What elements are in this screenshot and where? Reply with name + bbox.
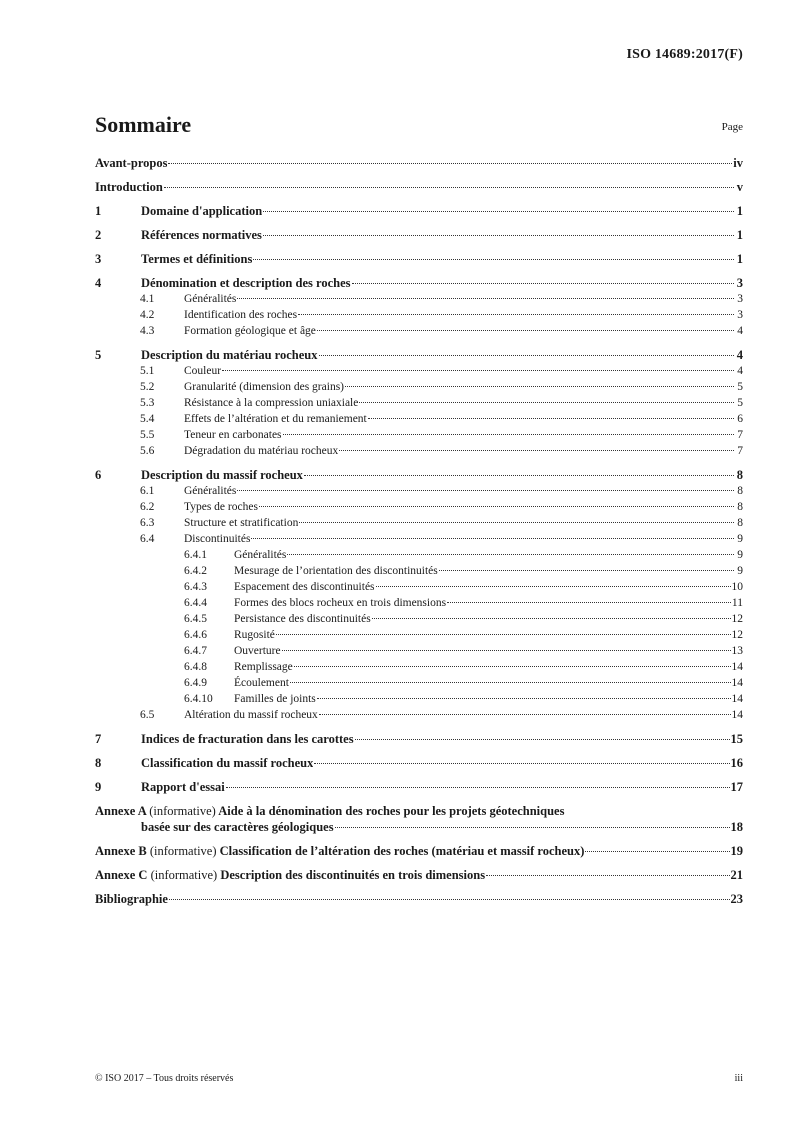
toc-entry-5-5[interactable] xyxy=(95,427,743,443)
toc-entry-number: 5.6 xyxy=(140,445,155,457)
toc-entry-6-4-9[interactable] xyxy=(95,675,743,691)
toc-entry-page: 19 xyxy=(730,844,743,858)
dot-leader xyxy=(237,489,734,491)
annex-kind: (informative) xyxy=(149,804,216,818)
toc-entry-page: 23 xyxy=(730,892,743,906)
toc-entry-6-2[interactable] xyxy=(95,499,743,515)
toc-entry-4-2[interactable] xyxy=(95,307,743,323)
dot-leader xyxy=(345,385,734,387)
toc-entry-page: 3 xyxy=(737,309,743,321)
dot-leader xyxy=(168,162,732,164)
toc-entry-page: 5 xyxy=(737,397,743,409)
toc-entry-6[interactable] xyxy=(95,467,743,483)
toc-entry-page: 1 xyxy=(736,228,743,242)
toc-entry-page: 8 xyxy=(736,468,743,482)
toc-entry-page: 18 xyxy=(730,820,743,834)
toc-entry-9[interactable] xyxy=(95,779,743,795)
dot-leader xyxy=(319,713,731,715)
toc-entry-title: Rapport d'essai xyxy=(141,780,225,794)
toc-entry-number: 6.1 xyxy=(140,485,155,497)
toc-entry-page: 9 xyxy=(737,533,743,545)
toc-entry-page: 21 xyxy=(730,868,743,882)
toc-entry-page: 1 xyxy=(736,252,743,266)
dot-leader xyxy=(283,433,734,435)
dot-leader xyxy=(314,762,729,764)
toc-entry-2[interactable] xyxy=(95,227,743,243)
annex-title-line1: Aide à la dénomination des roches pour les projets géotechniques xyxy=(218,804,565,818)
toc-entry-number: 1 xyxy=(95,204,102,218)
toc-entry-6-4-8[interactable] xyxy=(95,659,743,675)
toc-entry-page: 14 xyxy=(731,709,743,721)
toc-entry-page: 17 xyxy=(730,780,743,794)
dot-leader xyxy=(251,537,734,539)
toc-entry-title: Altération du massif rocheux xyxy=(184,709,318,721)
toc-entry-page: 9 xyxy=(737,549,743,561)
dot-leader xyxy=(263,234,734,236)
toc-entry-page: 4 xyxy=(737,325,743,337)
toc-entry-number: 6 xyxy=(95,468,102,482)
toc-entry-number: 4.3 xyxy=(140,325,155,337)
toc-entry-title: Ouverture xyxy=(234,645,281,657)
toc-entry-page: 14 xyxy=(731,693,743,705)
toc-entry-number: 5.5 xyxy=(140,429,155,441)
toc-entry-title: Mesurage de l’orientation des discontinuités xyxy=(234,565,438,577)
toc-entry-5-2[interactable] xyxy=(95,379,743,395)
toc-entry-number: 9 xyxy=(95,780,102,794)
toc-entry-number: 8 xyxy=(95,756,102,770)
dot-leader xyxy=(226,786,730,788)
toc-entry-5[interactable] xyxy=(95,347,743,363)
toc-entry-number: 4 xyxy=(95,276,102,290)
dot-leader xyxy=(263,210,734,212)
toc-entry-6-4-2[interactable] xyxy=(95,563,743,579)
toc-entry-title: Couleur xyxy=(184,365,222,377)
dot-leader xyxy=(237,297,734,299)
dot-leader xyxy=(319,354,735,356)
document-id: ISO 14689:2017(F) xyxy=(626,47,743,62)
toc-entry-number: 6.4.4 xyxy=(184,597,207,609)
dot-leader xyxy=(282,649,731,651)
toc-entry-title: Formation géologique et âge xyxy=(184,325,316,337)
toc-entry-5-1[interactable] xyxy=(95,363,743,379)
toc-entry-title: Domaine d'application xyxy=(141,204,263,218)
toc-entry-number: 6.4.1 xyxy=(184,549,207,561)
toc-entry-number: 6.4.6 xyxy=(184,629,207,641)
dot-leader xyxy=(439,569,734,571)
toc-entry-title: Espacement des discontinuités xyxy=(234,581,375,593)
dot-leader xyxy=(290,681,731,683)
toc-entry-6-4-6[interactable] xyxy=(95,627,743,643)
dot-leader xyxy=(335,826,730,828)
page-title: Sommaire xyxy=(95,112,192,137)
page-column-label: Page xyxy=(721,121,743,133)
toc-entry-6-4-4[interactable] xyxy=(95,595,743,611)
toc-entry-3[interactable] xyxy=(95,251,743,267)
toc-entry-title: Résistance à la compression uniaxiale xyxy=(184,397,359,409)
dot-leader xyxy=(276,633,731,635)
toc-entry-title: Rugosité xyxy=(234,629,275,641)
toc-entry-page: 8 xyxy=(737,517,743,529)
dot-leader xyxy=(317,697,731,699)
toc-entry-title: Références normatives xyxy=(141,228,262,242)
toc-entry-page: 3 xyxy=(736,276,743,290)
toc-entry-title: Classification du massif rocheux xyxy=(141,756,314,770)
toc-entry-page: 14 xyxy=(731,661,743,673)
toc-entry-page: 15 xyxy=(730,732,743,746)
toc-entry-number: 6.3 xyxy=(140,517,155,529)
toc-entry-number: 5.1 xyxy=(140,365,155,377)
toc-entry-4-3[interactable] xyxy=(95,323,743,339)
toc-entry-4[interactable] xyxy=(95,275,743,291)
toc-entry-title: Effets de l’altération et du remaniement xyxy=(184,413,367,425)
toc-entry-page: 16 xyxy=(730,756,743,770)
toc-entry-number: 4.2 xyxy=(140,309,155,321)
toc-entry-page: 3 xyxy=(737,293,743,305)
toc-entry-page: 1 xyxy=(736,204,743,218)
footer-page-number: iii xyxy=(734,1073,743,1084)
toc-entry-6-4-3[interactable] xyxy=(95,579,743,595)
toc-entry-number: 6.4.7 xyxy=(184,645,207,657)
toc-entry-1[interactable] xyxy=(95,203,743,219)
toc-entry-title: Introduction xyxy=(95,180,163,194)
toc-entry-title: Structure et stratification xyxy=(184,517,299,529)
toc-entry-number: 6.2 xyxy=(140,501,155,513)
toc-entry-title: Description du massif rocheux xyxy=(141,468,303,482)
dot-leader xyxy=(298,313,734,315)
annex-label: Annexe C xyxy=(95,868,148,882)
toc-entry-number: 6.4.8 xyxy=(184,661,207,673)
toc-entry-number: 6.4 xyxy=(140,533,155,545)
annex-title: Description des discontinuités en trois dimensions xyxy=(220,868,486,882)
toc-entry-number: 5 xyxy=(95,348,102,362)
toc-entry-page: 14 xyxy=(731,677,743,689)
toc-entry-6-4-5[interactable] xyxy=(95,611,743,627)
toc-entry-4-1[interactable] xyxy=(95,291,743,307)
toc-entry-page: 4 xyxy=(736,348,743,362)
toc-entry-page: iv xyxy=(733,156,743,170)
toc-entry-number: 3 xyxy=(95,252,102,266)
dot-leader xyxy=(352,282,735,284)
toc-entry-title: Avant-propos xyxy=(95,156,168,170)
dot-leader xyxy=(486,874,729,876)
toc-entry-annex-c[interactable] xyxy=(95,867,743,883)
dot-leader xyxy=(294,665,731,667)
toc-entry-page: v xyxy=(736,180,743,194)
toc-entry-page: 6 xyxy=(737,413,743,425)
toc-entry-6-5[interactable] xyxy=(95,707,743,723)
toc-entry-6-4[interactable] xyxy=(95,531,743,547)
toc-entry-number: 6.4.3 xyxy=(184,581,207,593)
dot-leader xyxy=(376,585,731,587)
toc-entry-title: Dénomination et description des roches xyxy=(141,276,351,290)
toc-entry-title: Description du matériau rocheux xyxy=(141,348,318,362)
toc-entry-page: 12 xyxy=(731,629,743,641)
annex-kind: (informative) xyxy=(149,844,217,858)
toc-entry-number: 6.4.2 xyxy=(184,565,207,577)
toc-entry-6-3[interactable] xyxy=(95,515,743,531)
toc-entry-5-4[interactable] xyxy=(95,411,743,427)
dot-leader xyxy=(169,898,730,900)
toc-entry-title: Persistance des discontinuités xyxy=(234,613,371,625)
toc-entry-number: 5.4 xyxy=(140,413,155,425)
toc-entry-5-6[interactable] xyxy=(95,443,743,459)
toc-entry-number: 6.4.5 xyxy=(184,613,207,625)
toc-entry-title: Écoulement xyxy=(234,677,289,689)
annex-kind: (informative) xyxy=(150,868,218,882)
toc-entry-number: 2 xyxy=(95,228,102,242)
annex-title-line2: basée sur des caractères géologiques xyxy=(141,820,334,834)
toc-entry-page: 13 xyxy=(731,645,743,657)
dot-leader xyxy=(164,186,734,188)
dot-leader xyxy=(359,401,734,403)
toc-entry-8[interactable] xyxy=(95,755,743,771)
toc-entry-annex-b[interactable] xyxy=(95,843,743,859)
toc-entry-page: 7 xyxy=(737,429,743,441)
annex-label: Annexe B xyxy=(95,844,147,858)
toc-entry-page: 4 xyxy=(737,365,743,377)
toc-entry-number: 6.4.9 xyxy=(184,677,207,689)
toc-entry-page: 9 xyxy=(737,565,743,577)
toc-entry-page: 7 xyxy=(737,445,743,457)
toc-entry-title: Indices de fracturation dans les carottes xyxy=(141,732,354,746)
dot-leader xyxy=(585,850,729,852)
footer-copyright: © ISO 2017 – Tous droits réservés xyxy=(95,1073,234,1084)
toc-entry-title: Formes des blocs rocheux en trois dimensions xyxy=(234,597,447,609)
toc-entry-title: Identification des roches xyxy=(184,309,298,321)
toc-entry-title: Généralités xyxy=(184,293,237,305)
dot-leader xyxy=(259,505,734,507)
toc-entry-number: 7 xyxy=(95,732,102,746)
dot-leader xyxy=(372,617,731,619)
toc-entry-title: Généralités xyxy=(184,485,237,497)
toc-entry-title: Remplissage xyxy=(234,661,293,673)
toc-entry-6-1[interactable] xyxy=(95,483,743,499)
dot-leader xyxy=(447,601,731,603)
dot-leader xyxy=(355,738,730,740)
toc-entry-title: Généralités xyxy=(234,549,287,561)
toc-entry-title: Bibliographie xyxy=(95,892,168,906)
dot-leader xyxy=(368,417,734,419)
toc-entry-number: 6.5 xyxy=(140,709,155,721)
toc-entry-introduction[interactable] xyxy=(95,179,743,195)
toc-entry-page: 5 xyxy=(737,381,743,393)
toc-entry-title: Types de roches xyxy=(184,501,258,513)
toc-entry-annex-a[interactable] xyxy=(95,803,743,835)
dot-leader xyxy=(222,369,734,371)
toc-entry-title: Termes et définitions xyxy=(141,252,253,266)
toc-entry-number: 5.3 xyxy=(140,397,155,409)
toc-entry-bibliographie[interactable] xyxy=(95,891,743,907)
toc-entry-page: 10 xyxy=(731,581,743,593)
toc-entry-number: 4.1 xyxy=(140,293,155,305)
dot-leader xyxy=(304,474,734,476)
toc-entry-6-4-7[interactable] xyxy=(95,643,743,659)
toc-entry-number: 6.4.10 xyxy=(184,693,213,705)
toc-entry-5-3[interactable] xyxy=(95,395,743,411)
dot-leader xyxy=(299,521,734,523)
toc-entry-title: Dégradation du matériau rocheux xyxy=(184,445,339,457)
toc-entry-7[interactable] xyxy=(95,731,743,747)
toc-entry-6-4-1[interactable] xyxy=(95,547,743,563)
toc-entry-title: Granularité (dimension des grains) xyxy=(184,381,344,393)
annex-title: Classification de l’altération des roches (matériau et massif rocheux) xyxy=(219,844,585,858)
toc-entry-page: 11 xyxy=(731,597,743,609)
toc-entry-number: 5.2 xyxy=(140,381,155,393)
dot-leader xyxy=(253,258,734,260)
toc-entry-6-4-10[interactable] xyxy=(95,691,743,707)
table-of-contents xyxy=(95,155,743,907)
toc-entry-page: 8 xyxy=(737,501,743,513)
toc-entry-title: Discontinuités xyxy=(184,533,251,545)
toc-entry-avant-propos[interactable] xyxy=(95,155,743,171)
dot-leader xyxy=(339,449,734,451)
toc-entry-title: Teneur en carbonates xyxy=(184,429,282,441)
dot-leader xyxy=(317,329,734,331)
toc-entry-page: 12 xyxy=(731,613,743,625)
toc-entry-title: Familles de joints xyxy=(234,693,316,705)
dot-leader xyxy=(287,553,734,555)
toc-entry-page: 8 xyxy=(737,485,743,497)
annex-label: Annexe A xyxy=(95,804,147,818)
